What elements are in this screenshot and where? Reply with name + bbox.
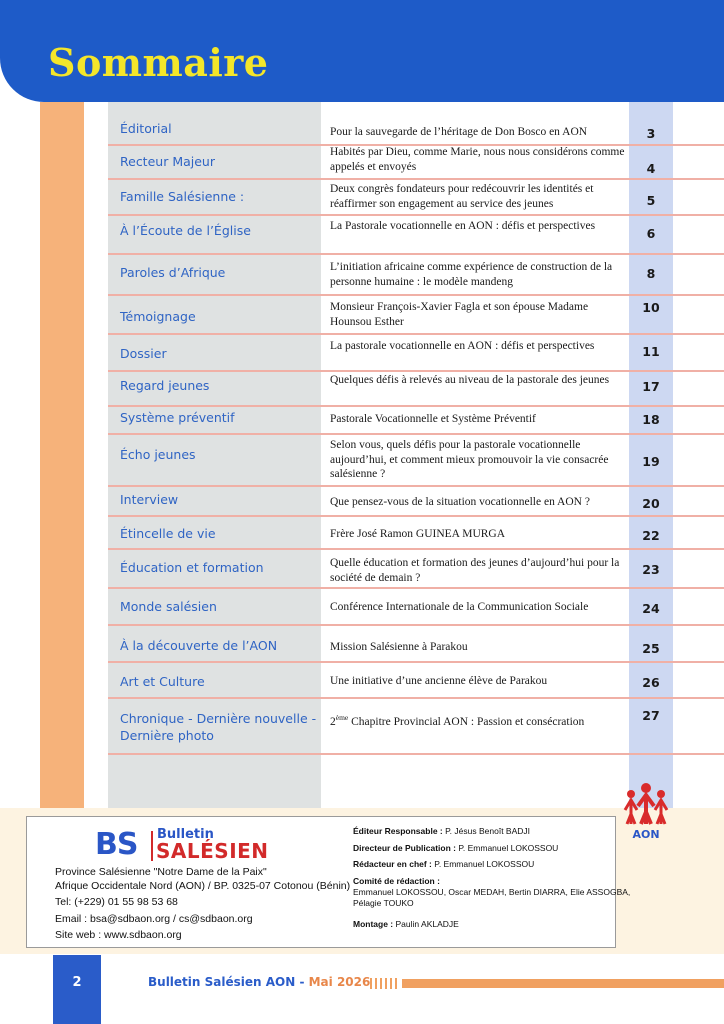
credit-montage: Montage : Paulin AKLADJE <box>353 919 459 929</box>
ordinal-number: 2 <box>330 715 336 728</box>
toc-row[interactable] <box>108 433 724 489</box>
footer-tick-marks <box>370 978 398 989</box>
toc-page: 20 <box>642 496 660 511</box>
toc-description: Habités par Dieu, comme Marie, nous nous considérons comme appelés et envoyés <box>330 146 625 173</box>
logo-divider <box>151 831 153 861</box>
toc-row[interactable] <box>108 661 724 701</box>
toc-section: Système préventif <box>120 410 235 425</box>
toc-description <box>330 711 632 729</box>
description-text: Chapitre Provincial AON : Passion et consécration <box>348 715 585 728</box>
toc-section: Recteur Majeur <box>120 154 215 169</box>
address-province: Province Salésienne "Notre Dame de la Paix" <box>55 866 267 878</box>
footer-separator: - <box>295 975 309 989</box>
toc-description: Selon vous, quels défis pour la pastorale vocationnelle aujourd’hui, et comment mieux promouvoir la vie consacrée salésienne ? <box>330 439 609 480</box>
toc-description: Frère José Ramon GUINEA MURGA <box>330 528 506 540</box>
toc-row[interactable] <box>108 253 724 298</box>
toc-page: 10 <box>642 300 660 315</box>
toc-page: 6 <box>646 226 656 241</box>
toc-row[interactable] <box>108 548 724 590</box>
toc-page: 18 <box>642 412 660 427</box>
toc-description: Une initiative d’une ancienne élève de Parakou <box>330 675 548 687</box>
ordinal-suffix: ème <box>335 713 349 722</box>
toc-section: À la découverte de l’AON <box>120 638 278 653</box>
toc-page: 19 <box>642 454 660 469</box>
logo-bulletin: Bulletin <box>157 827 214 842</box>
toc-section: Chronique - Dernière nouvelle - Dernière photo <box>120 711 317 743</box>
toc-description: Conférence Internationale de la Communication Sociale <box>330 601 589 613</box>
address-tel: Tel: (+229) 01 55 98 53 68 <box>55 896 178 908</box>
toc-section: Témoignage <box>120 309 196 324</box>
toc-page: 25 <box>642 641 660 656</box>
toc-description: Que pensez-vous de la situation vocationnelle en AON ? <box>330 496 590 508</box>
toc-section: Dossier <box>120 346 167 361</box>
bulletin-logo <box>95 825 285 865</box>
toc-row[interactable] <box>108 587 724 627</box>
toc-description: Mission Salésienne à Parakou <box>330 641 468 653</box>
toc-row[interactable] <box>108 485 724 519</box>
toc-row[interactable] <box>108 697 724 757</box>
credit-directeur: Directeur de Publication : P. Emmanuel LOKOSSOU <box>353 843 559 853</box>
toc-row[interactable] <box>108 214 724 256</box>
toc-page: 3 <box>646 126 656 141</box>
toc-description: Pastorale Vocationnelle et Système Préventif <box>330 413 536 425</box>
header-band <box>0 0 724 102</box>
toc-description: Pour la sauvegarde de l’héritage de Don Bosco en AON <box>330 126 588 138</box>
toc-row[interactable] <box>108 370 724 408</box>
toc-page: 23 <box>642 562 660 577</box>
toc-page: 5 <box>646 193 656 208</box>
footer-orange-line <box>402 979 724 988</box>
toc-description: Deux congrès fondateurs pour redécouvrir les identités et réaffirmer son engagement au service des jeunes <box>330 183 594 210</box>
toc-description: Quelle éducation et formation des jeunes d’aujourd’hui pour la société de demain ? <box>330 557 620 584</box>
footer-title <box>148 975 370 989</box>
toc-section: Éducation et formation <box>120 560 264 575</box>
aon-logo <box>622 780 670 842</box>
toc-row[interactable] <box>108 102 724 150</box>
toc-row[interactable] <box>108 624 724 664</box>
toc-description: Monsieur François-Xavier Fagla et son épouse Madame Hounsou Esther <box>330 301 589 328</box>
credit-comite: Emmanuel LOKOSSOU, Oscar MEDAH, Bertin DIARRA, Elie ASSOGBA, Pélagie TOUKO <box>353 887 631 908</box>
aon-figures-icon <box>622 780 670 830</box>
logo-bs: BS <box>95 827 138 862</box>
toc-row[interactable] <box>108 144 724 182</box>
aon-label: AON <box>632 828 660 841</box>
toc-section: Paroles d’Afrique <box>120 265 226 280</box>
toc-page: 11 <box>642 344 660 359</box>
address-web: Site web : www.sdbaon.org <box>55 929 182 941</box>
toc-section: Art et Culture <box>120 674 205 689</box>
toc-row[interactable] <box>108 178 724 218</box>
footer-publication: Bulletin Salésien AON <box>148 975 296 989</box>
logo-salesien: SALÉSIEN <box>156 839 269 863</box>
credit-comite-label: Comité de rédaction : <box>353 876 440 886</box>
credit-redacteur: Rédacteur en chef : P. Emmanuel LOKOSSOU <box>353 859 535 869</box>
toc-description: Quelques défis à relevés au niveau de la pastorale des jeunes <box>330 374 610 386</box>
toc-description: L’initiation africaine comme expérience de construction de la personne humaine : le modèle mandeng <box>330 261 613 288</box>
toc-section: Famille Salésienne : <box>120 189 245 204</box>
toc-page: 17 <box>642 379 660 394</box>
toc-section: Écho jeunes <box>120 447 196 462</box>
row-divider <box>108 753 724 755</box>
toc-description: La pastorale vocationnelle en AON : défis et perspectives <box>330 340 595 352</box>
toc-row[interactable] <box>108 515 724 551</box>
toc-section: Monde salésien <box>120 599 217 614</box>
left-orange-stripe <box>40 102 84 808</box>
toc-section: Étincelle de vie <box>120 526 216 541</box>
address-postal: Afrique Occidentale Nord (AON) / BP. 0325-07 Cotonou (Bénin) <box>55 880 351 892</box>
toc-section: À l’Écoute de l’Église <box>120 223 251 238</box>
masthead-box <box>26 816 631 948</box>
toc-section: Regard jeunes <box>120 378 210 393</box>
toc-page: 4 <box>646 161 656 176</box>
toc-page: 24 <box>642 601 660 616</box>
page-number-box <box>53 955 101 1024</box>
toc-page: 22 <box>642 528 660 543</box>
toc-description: La Pastorale vocationnelle en AON : défis et perspectives <box>330 220 596 232</box>
toc-section: Interview <box>120 492 179 507</box>
footer-date: Mai 2026 <box>308 975 371 989</box>
toc-page: 8 <box>646 266 656 281</box>
toc-section: Éditorial <box>120 121 172 136</box>
page-title: Sommaire <box>48 40 269 85</box>
toc-page: 27 <box>642 708 660 723</box>
address-email: Email : bsa@sdbaon.org / cs@sdbaon.org <box>55 913 253 925</box>
toc-row[interactable] <box>108 333 724 373</box>
credit-editeur: Éditeur Responsable : P. Jésus Benoît BADJI <box>353 826 530 836</box>
toc-row[interactable] <box>108 294 724 336</box>
toc-page: 26 <box>642 675 660 690</box>
page-number: 2 <box>72 975 82 990</box>
